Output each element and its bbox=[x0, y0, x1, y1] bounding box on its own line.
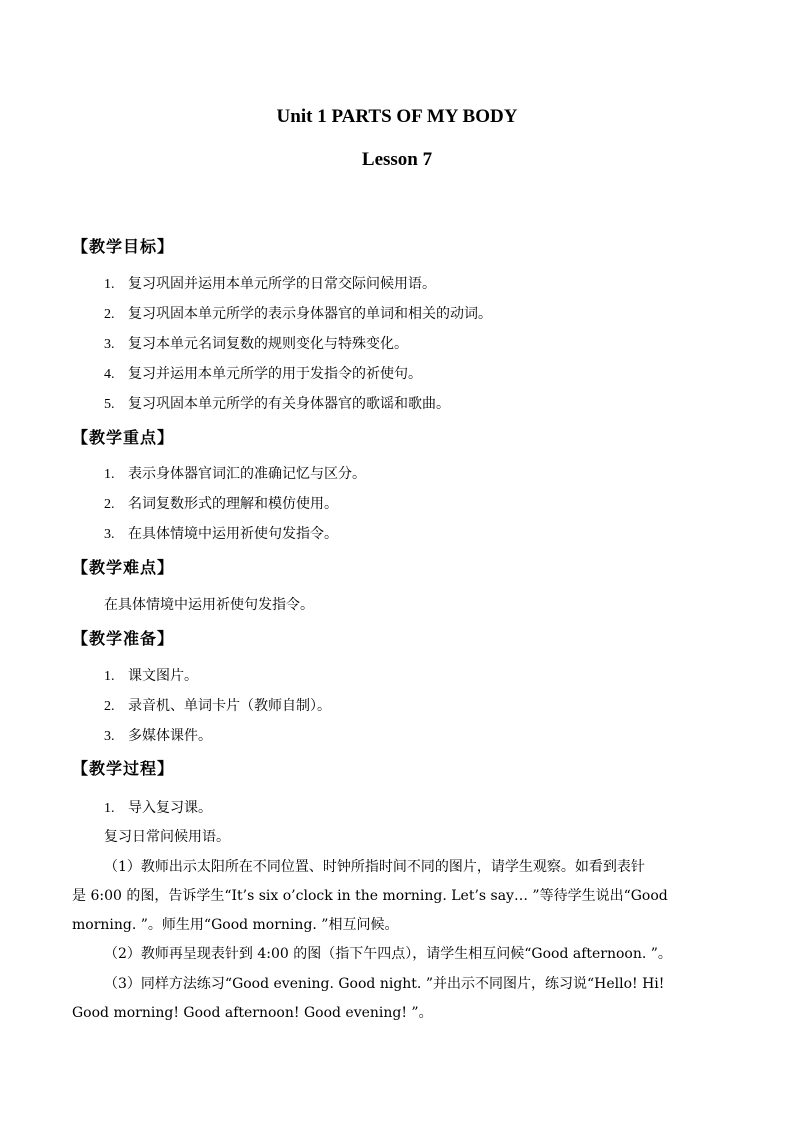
item-text: 导入复习课。 bbox=[128, 800, 212, 816]
objective-item bbox=[104, 393, 450, 413]
item-number: 2. bbox=[104, 699, 115, 714]
lesson-title: Lesson 7 bbox=[361, 149, 433, 170]
paragraph-line: 是 6:00 的图，告诉学生“It’s six o’clock in the morning. Let’s say… ”等待学生说出“Good bbox=[72, 888, 668, 904]
item-text: 名词复数形式的理解和模仿使用。 bbox=[128, 496, 338, 512]
item-number: 2. bbox=[104, 307, 115, 322]
process-subheading: 复习日常问候用语。 bbox=[104, 829, 230, 845]
item-number: 1. bbox=[104, 467, 115, 482]
paragraph-line: （1）教师出示太阳所在不同位置、时钟所指时间不同的图片，请学生观察。如看到表针 bbox=[104, 859, 645, 875]
section-heading-preparation: 【教学准备】 bbox=[72, 629, 175, 648]
item-text: 复习并运用本单元所学的用于发指令的祈使句。 bbox=[128, 366, 422, 382]
difficulty-text: 在具体情境中运用祈使句发指令。 bbox=[104, 597, 314, 613]
section-heading-key-points: 【教学重点】 bbox=[72, 428, 175, 447]
item-number: 3. bbox=[104, 527, 115, 542]
section-heading-objectives: 【教学目标】 bbox=[72, 237, 175, 256]
preparation-item bbox=[104, 665, 198, 685]
preparation-item bbox=[104, 725, 212, 745]
objective-item bbox=[104, 333, 408, 353]
paragraph-line: morning. ”。师生用“Good morning. ”相互问候。 bbox=[72, 917, 399, 933]
item-text: 课文图片。 bbox=[128, 668, 198, 684]
document-title: Unit 1 PARTS OF MY BODY bbox=[276, 106, 518, 127]
paragraph-line: （2）教师再呈现表针到 4:00 的图（指下午四点），请学生相互问候“Good afternoon. ”。 bbox=[104, 946, 672, 962]
preparation-item bbox=[104, 695, 331, 715]
item-number: 3. bbox=[104, 729, 115, 744]
item-text: 复习巩固并运用本单元所学的日常交际问候用语。 bbox=[128, 276, 436, 292]
section-heading-process: 【教学过程】 bbox=[72, 759, 175, 778]
paragraph-line: Good morning! Good afternoon! Good evening! ”。 bbox=[72, 1005, 433, 1021]
item-number: 1. bbox=[104, 277, 115, 292]
item-text: 在具体情境中运用祈使句发指令。 bbox=[128, 526, 338, 542]
objective-item bbox=[104, 363, 422, 383]
paragraph-line: （3）同样方法练习“Good evening. Good night. ”并出示不同图片，练习说“Hello! Hi! bbox=[104, 976, 665, 992]
item-number: 3. bbox=[104, 337, 115, 352]
item-text: 录音机、单词卡片（教师自制）。 bbox=[128, 698, 331, 714]
item-number: 2. bbox=[104, 497, 115, 512]
objective-item bbox=[104, 273, 436, 293]
item-text: 多媒体课件。 bbox=[128, 728, 212, 744]
item-text: 复习巩固本单元所学的有关身体器官的歌谣和歌曲。 bbox=[128, 396, 450, 412]
item-number: 1. bbox=[104, 801, 115, 816]
item-number: 5. bbox=[104, 397, 115, 412]
item-text: 复习本单元名词复数的规则变化与特殊变化。 bbox=[128, 336, 408, 352]
item-text: 表示身体器官词汇的准确记忆与区分。 bbox=[128, 466, 366, 482]
item-number: 1. bbox=[104, 669, 115, 684]
key-point-item bbox=[104, 523, 338, 543]
item-number: 4. bbox=[104, 367, 115, 382]
key-point-item bbox=[104, 463, 366, 483]
item-text: 复习巩固本单元所学的表示身体器官的单词和相关的动词。 bbox=[128, 306, 492, 322]
process-step bbox=[104, 797, 212, 817]
objective-item bbox=[104, 303, 492, 323]
key-point-item bbox=[104, 493, 338, 513]
section-heading-difficulties: 【教学难点】 bbox=[72, 558, 175, 577]
